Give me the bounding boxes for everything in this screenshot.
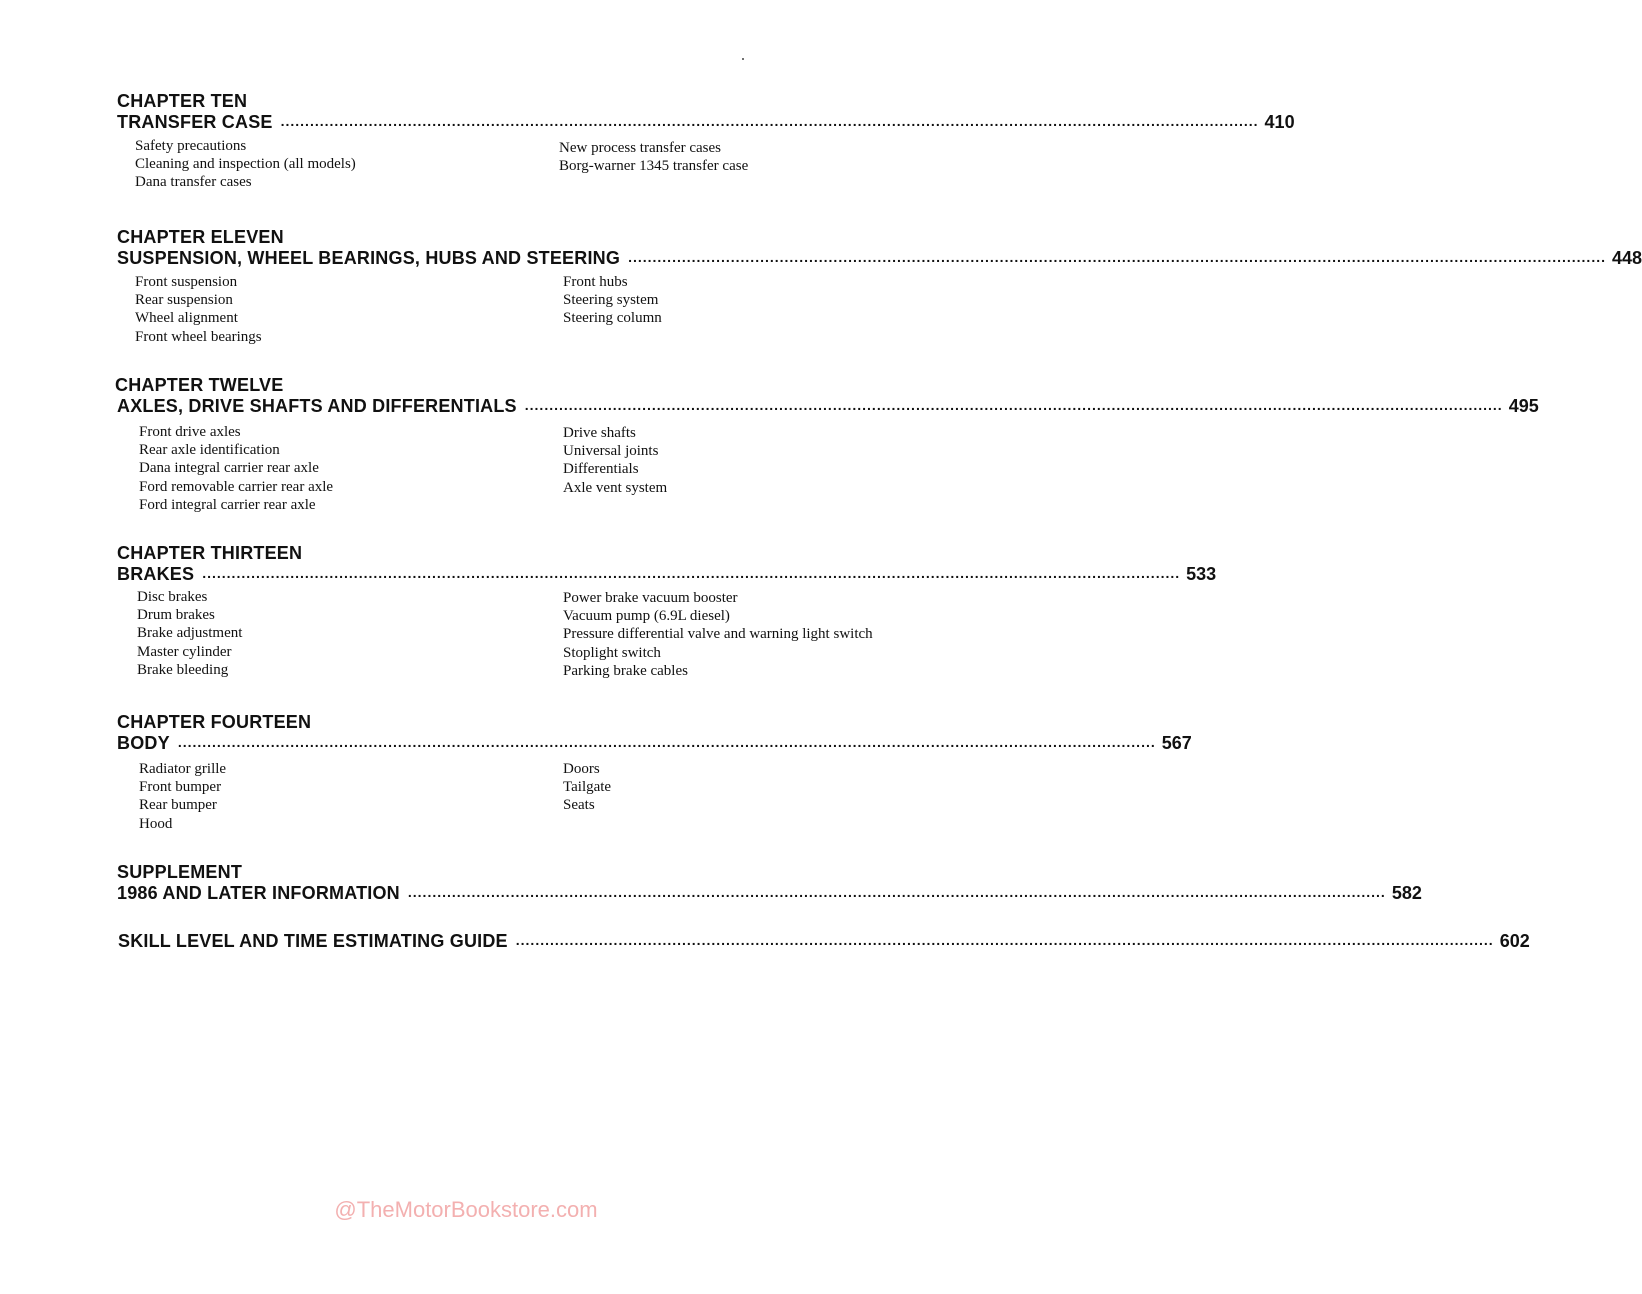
topic-item: Parking brake cables: [563, 662, 688, 679]
dot-leader: ........................................................................................................................................................................................................: [177, 734, 1156, 750]
chapter-title: BODY: [117, 733, 170, 753]
topic-item: Vacuum pump (6.9L diesel): [563, 608, 730, 625]
topic-column-left: [117, 137, 555, 192]
page-number: 533: [1186, 564, 1217, 584]
chapter-title: BRAKES: [117, 564, 195, 584]
topic-column-left: [117, 760, 555, 833]
supplement: [117, 862, 1422, 904]
topic-item: Dana integral carrier rear axle: [139, 460, 319, 477]
toc-entry[interactable]: [117, 395, 1539, 417]
chapter-label: CHAPTER TEN: [117, 91, 248, 111]
topic-column-right: [555, 760, 611, 833]
topic-item: Tailgate: [563, 779, 612, 796]
dot-leader: ........................................................................................................................................................................................................: [515, 932, 1494, 948]
chapter-eleven: [117, 227, 1642, 346]
topic-item: Ford removable carrier rear axle: [139, 478, 334, 495]
topic-item: Hood: [139, 815, 173, 832]
topic-item: Seats: [563, 797, 595, 814]
topic-item: Brake bleeding: [137, 661, 229, 678]
topic-item: Steering system: [563, 292, 659, 309]
topic-list: [117, 423, 915, 514]
topic-item: Doors: [563, 761, 600, 777]
supplement-label: SUPPLEMENT: [117, 862, 243, 882]
topic-column-left: [117, 588, 555, 680]
topic-list: [117, 273, 915, 346]
page-number: 410: [1264, 112, 1295, 132]
topic-item: Drum brakes: [137, 607, 215, 624]
toc-entry[interactable]: [117, 882, 1422, 904]
topic-column-right: [555, 588, 873, 680]
topic-item: Axle vent system: [563, 479, 668, 496]
topic-item: Master cylinder: [137, 643, 232, 660]
topic-item: Disc brakes: [137, 589, 208, 605]
topic-list: [117, 588, 915, 680]
topic-column-right: [555, 423, 667, 514]
topic-item: Front suspension: [135, 274, 238, 290]
topic-item: Rear bumper: [139, 797, 217, 814]
topic-item: Ford integral carrier rear axle: [139, 496, 316, 513]
guide-title: SKILL LEVEL AND TIME ESTIMATING GUIDE: [118, 931, 508, 951]
chapter-label: CHAPTER TWELVE: [115, 375, 284, 395]
page-number: 567: [1161, 733, 1192, 753]
toc-entry[interactable]: [117, 563, 1217, 585]
chapter-title: AXLES, DRIVE SHAFTS AND DIFFERENTIALS: [117, 396, 517, 416]
topic-item: Safety precautions: [135, 138, 247, 154]
topic-item: Front bumper: [139, 779, 222, 796]
chapter-fourteen: [117, 712, 1192, 833]
topic-item: Front wheel bearings: [135, 328, 262, 345]
dot-leader: ........................................................................................................................................................................................................: [407, 884, 1386, 900]
topic-item: Dana transfer cases: [135, 174, 252, 191]
toc-entry[interactable]: [117, 247, 1642, 269]
topic-column-right: [555, 137, 748, 192]
topic-item: Front drive axles: [139, 424, 241, 440]
page-number: 602: [1499, 931, 1530, 951]
chapter-ten: [117, 91, 1295, 192]
topic-item: Rear suspension: [135, 292, 233, 309]
dot-leader: ........................................................................................................................................................................................................: [524, 397, 1503, 413]
dot-leader: ........................................................................................................................................................................................................: [628, 249, 1606, 265]
topic-item: New process transfer cases: [559, 140, 722, 156]
watermark: @TheMotorBookstore.com: [334, 1197, 598, 1222]
chapter-label: CHAPTER THIRTEEN: [117, 543, 303, 563]
topic-item: Rear axle identification: [139, 442, 280, 459]
toc-entry[interactable]: [117, 111, 1295, 133]
chapter-thirteen: [117, 543, 1217, 680]
topic-item: Brake adjustment: [137, 625, 243, 642]
topic-item: Borg-warner 1345 transfer case: [559, 158, 749, 175]
topic-column-left: [117, 273, 555, 346]
topic-item: Steering column: [563, 310, 662, 327]
dot-leader: ........................................................................................................................................................................................................: [280, 113, 1259, 129]
topic-list: [117, 760, 915, 833]
topic-item: Drive shafts: [563, 425, 636, 441]
topic-item: Cleaning and inspection (all models): [135, 156, 356, 173]
topic-item: Radiator grille: [139, 761, 227, 777]
topic-list: [117, 137, 915, 192]
supplement-title: 1986 AND LATER INFORMATION: [117, 883, 400, 903]
skill-level-guide: [118, 930, 1530, 952]
chapter-title: TRANSFER CASE: [117, 112, 273, 132]
scan-speck: [742, 58, 744, 60]
dot-leader: ........................................................................................................................................................................................................: [202, 565, 1181, 581]
toc-entry[interactable]: [118, 930, 1530, 952]
toc-entry[interactable]: [117, 732, 1192, 754]
topic-column-right: [555, 273, 662, 346]
chapter-title: SUSPENSION, WHEEL BEARINGS, HUBS AND STEERING: [117, 248, 621, 268]
topic-item: Differentials: [563, 461, 639, 478]
chapter-label: CHAPTER FOURTEEN: [117, 712, 312, 732]
topic-item: Pressure differential valve and warning light switch: [563, 626, 873, 643]
topic-column-left: [117, 423, 555, 514]
page-number: 582: [1391, 883, 1422, 903]
chapter-label: CHAPTER ELEVEN: [117, 227, 284, 247]
chapter-twelve: [115, 375, 1539, 514]
page-number: 495: [1508, 396, 1539, 416]
topic-item: Universal joints: [563, 443, 659, 460]
page-number: 448: [1612, 248, 1642, 268]
topic-item: Power brake vacuum booster: [563, 590, 738, 606]
topic-item: Front hubs: [563, 274, 628, 290]
topic-item: Stoplight switch: [563, 644, 661, 661]
topic-item: Wheel alignment: [135, 310, 238, 327]
